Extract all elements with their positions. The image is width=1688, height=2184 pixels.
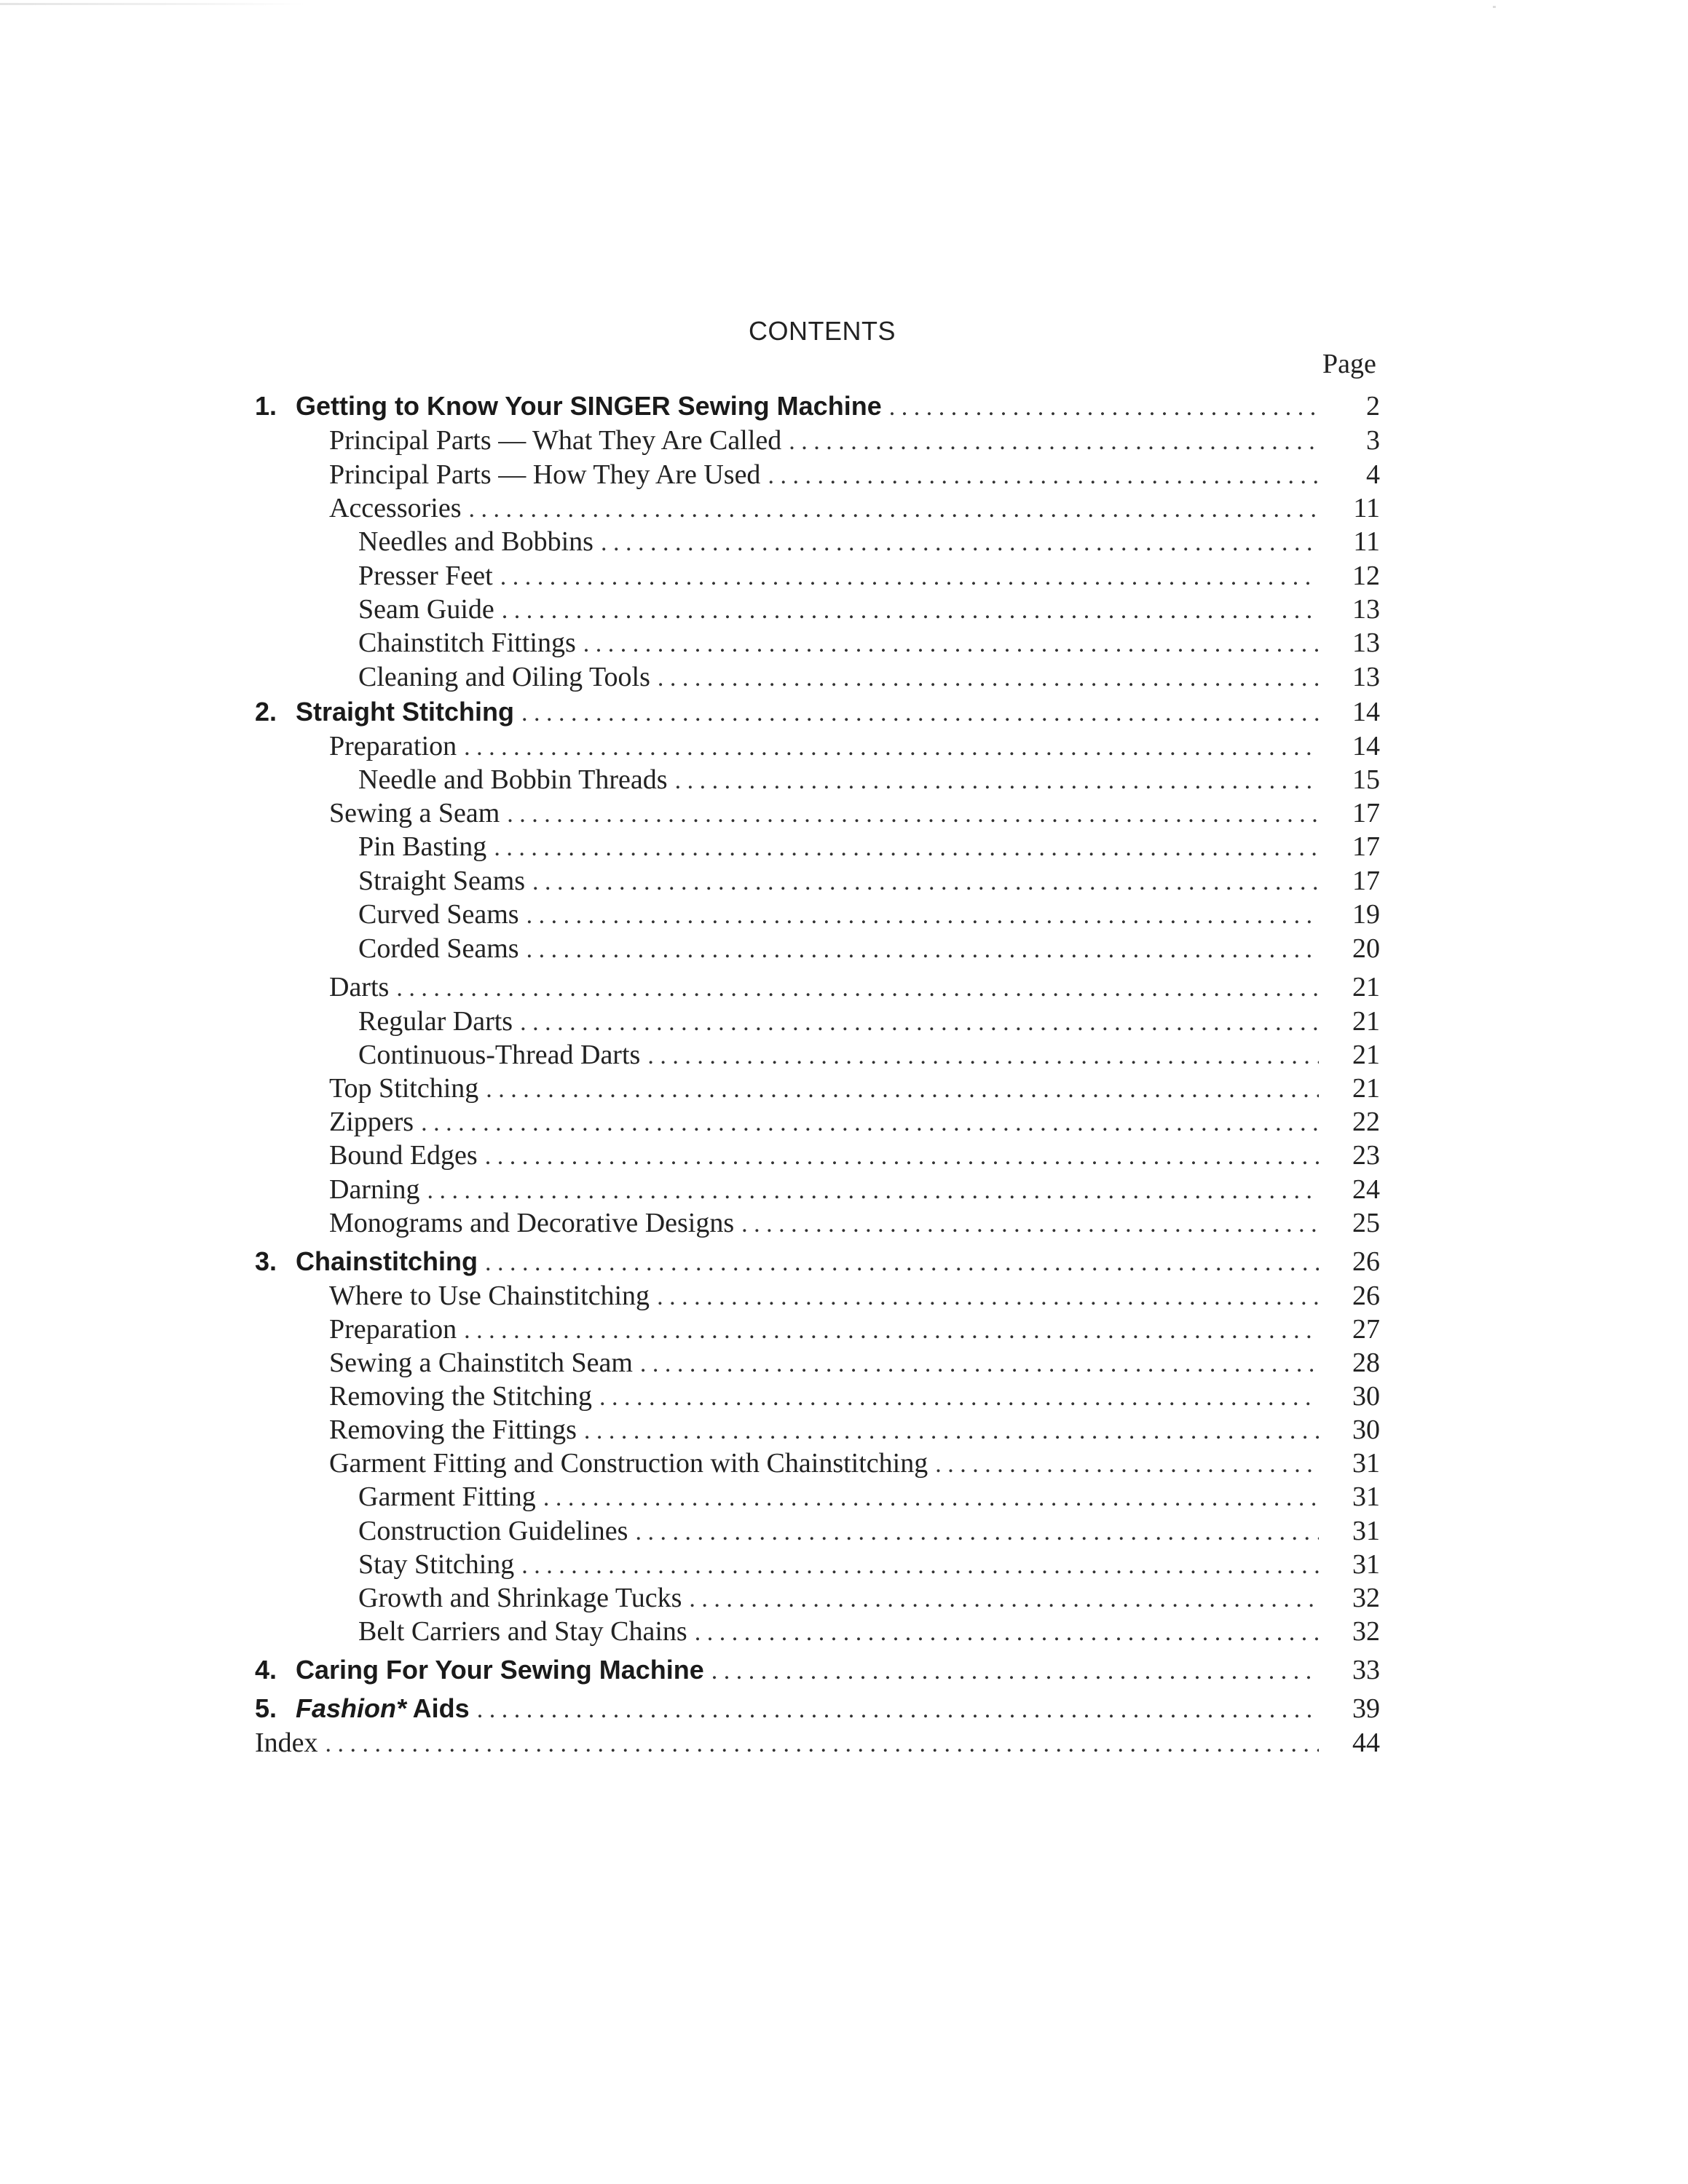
toc-entry-text: Chainstitching bbox=[296, 1246, 478, 1276]
toc-entry-label bbox=[358, 831, 486, 863]
toc-page-number: 32 bbox=[1352, 1616, 1380, 1647]
toc-index-entry bbox=[255, 1727, 1380, 1762]
toc-page-number: 3 bbox=[1366, 425, 1380, 456]
toc-entry-label bbox=[358, 560, 493, 592]
toc-entry bbox=[255, 730, 1380, 765]
toc-entry-text: Regular Darts bbox=[358, 1006, 513, 1037]
toc-page-number: 4 bbox=[1366, 459, 1380, 490]
toc-entry-text: Top Stitching bbox=[329, 1073, 479, 1104]
toc-entry-label bbox=[358, 1615, 687, 1647]
toc-entry bbox=[255, 797, 1380, 832]
toc-entry-label bbox=[329, 1280, 650, 1312]
toc-entry bbox=[255, 1414, 1380, 1449]
toc-entry-text: Darts bbox=[329, 972, 390, 1002]
toc-chapter-entry bbox=[255, 1246, 1380, 1281]
toc-entry-label bbox=[329, 492, 461, 524]
toc-entry-text: Pin Basting bbox=[358, 831, 487, 862]
dot-leader bbox=[500, 563, 1319, 591]
dot-leader bbox=[477, 1696, 1319, 1724]
toc-entry-text: Principal Parts — How They Are Used bbox=[329, 459, 761, 490]
dot-leader bbox=[427, 1177, 1319, 1205]
toc-page-number: 21 bbox=[1352, 1006, 1380, 1037]
toc-page-number: 14 bbox=[1352, 697, 1380, 727]
toc-page-number: 30 bbox=[1352, 1415, 1380, 1445]
toc-page-number: 13 bbox=[1352, 594, 1380, 625]
toc-entry bbox=[255, 1380, 1380, 1415]
dot-leader bbox=[485, 1249, 1319, 1277]
toc-page-number: 17 bbox=[1352, 831, 1380, 862]
page-column-header: Page bbox=[1322, 349, 1376, 379]
toc-entry-text: Principal Parts — What They Are Called bbox=[329, 425, 782, 456]
toc-entry-text: Needle and Bobbin Threads bbox=[358, 764, 668, 795]
toc-page-number: 39 bbox=[1352, 1693, 1380, 1724]
dot-leader bbox=[526, 902, 1319, 930]
toc-entry bbox=[255, 898, 1380, 933]
toc-entry-label bbox=[255, 391, 882, 422]
dot-leader bbox=[657, 1283, 1319, 1311]
toc-page-number: 24 bbox=[1352, 1174, 1380, 1205]
toc-entry bbox=[255, 831, 1380, 866]
dot-leader bbox=[935, 1451, 1319, 1479]
toc-entry-label bbox=[358, 661, 650, 693]
dot-leader bbox=[486, 1076, 1319, 1104]
toc-entry-label bbox=[255, 1727, 318, 1759]
toc-chapter-entry bbox=[255, 390, 1380, 425]
toc-page-number: 23 bbox=[1352, 1140, 1380, 1171]
toc-entry-label bbox=[358, 933, 519, 965]
dot-leader bbox=[468, 496, 1319, 523]
toc-entry bbox=[255, 1174, 1380, 1208]
dot-leader bbox=[647, 1042, 1319, 1070]
toc-entry-label bbox=[358, 1039, 640, 1071]
toc-page-number: 13 bbox=[1352, 662, 1380, 692]
toc-entry-text: Index bbox=[255, 1728, 318, 1758]
toc-page-number: 20 bbox=[1352, 933, 1380, 964]
toc-entry-label bbox=[255, 697, 514, 727]
toc-page-number: 33 bbox=[1352, 1655, 1380, 1685]
dot-leader bbox=[599, 1384, 1319, 1412]
toc-entry-text: Sewing a Seam bbox=[329, 798, 500, 828]
dot-leader bbox=[521, 700, 1319, 727]
toc-page-number: 14 bbox=[1352, 731, 1380, 761]
dot-leader bbox=[521, 1552, 1319, 1580]
toc-entry-label bbox=[329, 1414, 577, 1446]
toc-entry bbox=[255, 1139, 1380, 1174]
dot-leader bbox=[520, 1009, 1319, 1037]
toc-page-number: 31 bbox=[1352, 1549, 1380, 1580]
toc-entry bbox=[255, 459, 1380, 494]
toc-page-number: 11 bbox=[1353, 493, 1380, 523]
dot-leader bbox=[502, 597, 1319, 625]
toc-entry-label bbox=[329, 1347, 633, 1379]
dot-leader bbox=[584, 1417, 1319, 1445]
dot-leader bbox=[421, 1109, 1319, 1137]
toc-entry-label bbox=[255, 1655, 704, 1685]
dot-leader bbox=[543, 1484, 1319, 1512]
toc-entry bbox=[255, 1347, 1380, 1382]
toc-entry-text: Garment Fitting and Construction with Chainstitching bbox=[329, 1448, 928, 1479]
page-title: CONTENTS bbox=[749, 316, 896, 346]
toc-page-number: 31 bbox=[1352, 1481, 1380, 1512]
dot-leader bbox=[526, 936, 1319, 964]
toc-entry-label bbox=[358, 627, 576, 659]
toc-entry-label-italic: Fashion* bbox=[296, 1693, 407, 1723]
toc-page-number: 31 bbox=[1352, 1448, 1380, 1479]
toc-entry-text: Needles and Bobbins bbox=[358, 526, 593, 557]
toc-entry-text: Construction Guidelines bbox=[358, 1516, 628, 1546]
toc-entry-label bbox=[329, 1072, 478, 1104]
toc-entry bbox=[255, 593, 1380, 628]
toc-entry bbox=[255, 865, 1380, 900]
toc-entry bbox=[255, 627, 1380, 662]
toc-page-number: 15 bbox=[1352, 764, 1380, 795]
toc-entry-label bbox=[329, 1174, 420, 1206]
toc-entry-label bbox=[358, 593, 494, 625]
toc-entry-label bbox=[329, 730, 457, 762]
toc-entry-text: Preparation bbox=[329, 1314, 457, 1345]
toc-entry bbox=[255, 1039, 1380, 1074]
toc-entry-text: Chainstitch Fittings bbox=[358, 628, 576, 658]
toc-entry-label bbox=[329, 1207, 734, 1239]
dot-leader bbox=[601, 529, 1319, 557]
toc-entry bbox=[255, 492, 1380, 527]
toc-entry-text: Sewing a Chainstitch Seam bbox=[329, 1348, 633, 1378]
dot-leader bbox=[675, 767, 1319, 795]
toc-entry-text: Seam Guide bbox=[358, 594, 494, 625]
toc-entry-label bbox=[358, 898, 519, 930]
toc-entry-label bbox=[329, 424, 781, 456]
toc-page-number: 17 bbox=[1352, 798, 1380, 828]
chapter-number: 5. bbox=[255, 1693, 277, 1723]
toc-entry bbox=[255, 1481, 1380, 1516]
toc-page-number: 13 bbox=[1352, 628, 1380, 658]
toc-entry-text: Aids bbox=[406, 1693, 470, 1723]
toc-entry-label bbox=[358, 1005, 513, 1037]
toc-page-number: 27 bbox=[1352, 1314, 1380, 1345]
toc-entry-text: Presser Feet bbox=[358, 561, 493, 591]
toc-entry-text: Removing the Stitching bbox=[329, 1381, 592, 1412]
toc-page-number: 26 bbox=[1352, 1246, 1380, 1277]
toc-entry bbox=[255, 1615, 1380, 1650]
toc-entry-label bbox=[358, 1582, 682, 1614]
toc-entry-text: Preparation bbox=[329, 731, 457, 761]
toc-page-number: 21 bbox=[1352, 1040, 1380, 1070]
dot-leader bbox=[507, 801, 1319, 828]
toc-entry-label bbox=[358, 526, 593, 558]
toc-entry-label bbox=[255, 1693, 470, 1724]
toc-entry bbox=[255, 1515, 1380, 1550]
toc-page-number: 31 bbox=[1352, 1516, 1380, 1546]
toc-entry-label bbox=[358, 764, 668, 796]
toc-page-number: 44 bbox=[1352, 1728, 1380, 1758]
toc-entry-text: Belt Carriers and Stay Chains bbox=[358, 1616, 687, 1647]
toc-entry bbox=[255, 424, 1380, 459]
toc-entry-label bbox=[329, 1447, 928, 1479]
toc-entry-text: Caring For Your Sewing Machine bbox=[296, 1655, 704, 1685]
toc-entry-label bbox=[358, 865, 525, 897]
toc-entry bbox=[255, 1582, 1380, 1617]
dot-leader bbox=[464, 734, 1319, 761]
toc-page-number: 32 bbox=[1352, 1583, 1380, 1613]
dot-leader bbox=[889, 394, 1319, 422]
dot-leader bbox=[532, 869, 1319, 896]
toc-entry-label bbox=[358, 1481, 536, 1513]
toc-entry-label bbox=[329, 1313, 457, 1345]
toc-entry bbox=[255, 1447, 1380, 1482]
dot-leader bbox=[695, 1619, 1319, 1647]
toc-page-number: 30 bbox=[1352, 1381, 1380, 1412]
toc-entry-text: Bound Edges bbox=[329, 1140, 478, 1171]
toc-entry-label bbox=[329, 971, 389, 1003]
toc-entry bbox=[255, 526, 1380, 561]
dot-leader bbox=[396, 975, 1319, 1002]
toc-page-number: 17 bbox=[1352, 866, 1380, 896]
toc-entry-label bbox=[329, 459, 760, 491]
toc-entry-text: Getting to Know Your SINGER Sewing Machine bbox=[296, 391, 882, 421]
dot-leader bbox=[326, 1730, 1319, 1758]
toc-entry-text: Curved Seams bbox=[358, 899, 519, 930]
toc-page-number: 21 bbox=[1352, 972, 1380, 1002]
chapter-number: 4. bbox=[255, 1655, 277, 1685]
toc-entry bbox=[255, 1106, 1380, 1141]
dot-leader bbox=[583, 630, 1319, 658]
toc-page-number: 28 bbox=[1352, 1348, 1380, 1378]
toc-entry bbox=[255, 1005, 1380, 1040]
toc-entry-text: Where to Use Chainstitching bbox=[329, 1281, 650, 1311]
toc-entry-text: Continuous-Thread Darts bbox=[358, 1040, 641, 1070]
toc-entry-text: Growth and Shrinkage Tucks bbox=[358, 1583, 682, 1613]
dot-leader bbox=[741, 1211, 1319, 1238]
toc-entry-text: Straight Stitching bbox=[296, 697, 514, 727]
toc-page-number: 21 bbox=[1352, 1073, 1380, 1104]
toc-entry bbox=[255, 764, 1380, 799]
toc-page-number: 22 bbox=[1352, 1107, 1380, 1137]
toc-entry-text: Garment Fitting bbox=[358, 1481, 536, 1512]
chapter-number: 1. bbox=[255, 391, 277, 421]
toc-chapter-entry bbox=[255, 696, 1380, 731]
chapter-number: 3. bbox=[255, 1246, 277, 1276]
toc-entry bbox=[255, 1313, 1380, 1348]
toc-entry bbox=[255, 560, 1380, 595]
dot-leader bbox=[711, 1658, 1319, 1685]
toc-entry-label bbox=[329, 1106, 414, 1138]
scan-artifact bbox=[0, 3, 306, 5]
toc-entry-label bbox=[358, 1515, 628, 1547]
dot-leader bbox=[789, 428, 1319, 456]
toc-page-number: 11 bbox=[1353, 526, 1380, 557]
toc-entry-label bbox=[329, 797, 500, 829]
dot-leader bbox=[658, 665, 1319, 692]
toc-page-number: 19 bbox=[1352, 899, 1380, 930]
toc-entry-text: Cleaning and Oiling Tools bbox=[358, 662, 650, 692]
scan-artifact-dot bbox=[1493, 6, 1496, 8]
toc-page-number: 2 bbox=[1366, 391, 1380, 422]
chapter-number: 2. bbox=[255, 697, 277, 727]
dot-leader bbox=[635, 1519, 1319, 1546]
toc-entry-text: Accessories bbox=[329, 493, 462, 523]
toc-entry bbox=[255, 1548, 1380, 1583]
toc-entry-text: Corded Seams bbox=[358, 933, 519, 964]
toc-page-number: 25 bbox=[1352, 1208, 1380, 1238]
toc-entry-text: Monograms and Decorative Designs bbox=[329, 1208, 735, 1238]
toc-page-number: 26 bbox=[1352, 1281, 1380, 1311]
toc-entry-label bbox=[358, 1548, 514, 1580]
toc-entry bbox=[255, 933, 1380, 968]
toc-entry bbox=[255, 971, 1380, 1006]
toc-entry bbox=[255, 1207, 1380, 1242]
toc-entry-label bbox=[255, 1246, 478, 1277]
toc-chapter-entry bbox=[255, 1654, 1380, 1689]
toc-entry bbox=[255, 1072, 1380, 1107]
dot-leader bbox=[640, 1350, 1319, 1378]
toc-entry-label bbox=[329, 1139, 478, 1171]
toc-chapter-entry bbox=[255, 1693, 1380, 1728]
toc-entry bbox=[255, 661, 1380, 696]
dot-leader bbox=[464, 1317, 1319, 1345]
toc-page-number: 12 bbox=[1352, 561, 1380, 591]
dot-leader bbox=[689, 1586, 1319, 1613]
toc-entry bbox=[255, 1280, 1380, 1315]
toc-entry-text: Darning bbox=[329, 1174, 420, 1205]
toc-entry-label bbox=[329, 1380, 592, 1412]
dot-leader bbox=[485, 1143, 1319, 1171]
toc-entry-text: Zippers bbox=[329, 1107, 414, 1137]
dot-leader bbox=[494, 834, 1319, 862]
toc-entry-text: Straight Seams bbox=[358, 866, 526, 896]
toc-entry-text: Stay Stitching bbox=[358, 1549, 515, 1580]
dot-leader bbox=[768, 462, 1319, 490]
toc-entry-text: Removing the Fittings bbox=[329, 1415, 577, 1445]
